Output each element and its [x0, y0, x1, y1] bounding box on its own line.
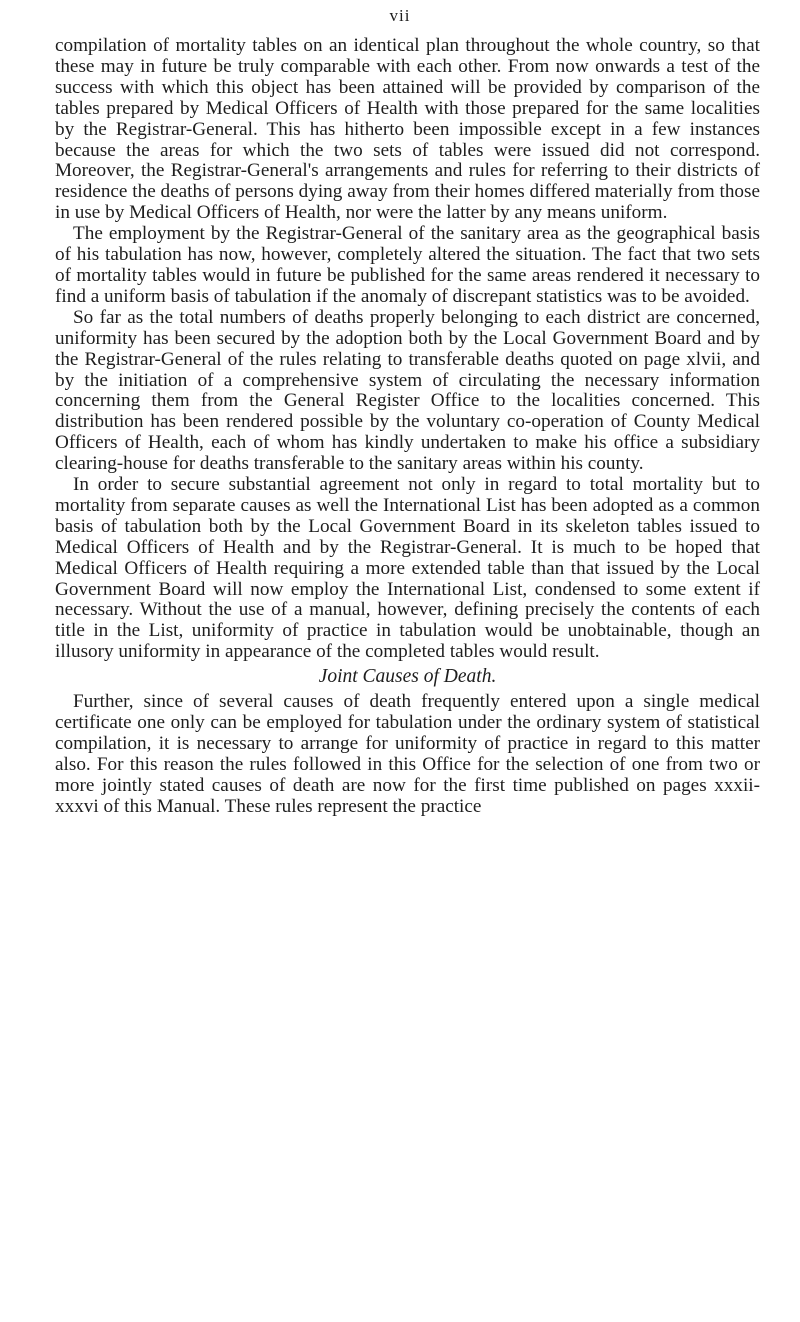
body-text: [55, 36, 760, 818]
page-number: vii: [389, 6, 411, 25]
paragraph-international-list: In order to secure substantial agreement not only in regard to total mortality but to mortality from separate causes as well the International List has been adopted as a common basis of tabulation both by the Local Government Board in its skeleton tables issued to Medical Officers of Health and by the Registrar-General. It is much to be hoped that Medical Officers of Health requiring a more extended table than that issued by the Local Government Board will now employ the International List, condensed to some extent if necessary. Without the use of a manual, however, defining precisely the contents of each title in the List, uniformity of practice in tabulation would be unobtainable, though an illusory uniformity in appearance of the completed tables would result.: [55, 474, 760, 663]
paragraph-sanitary-area: The employment by the Registrar-General of the sanitary area as the geographical basis of his tabulation has now, however, completely altered the situation. The fact that two sets of mortality tables would in future be published for the same areas rendered it necessary to find a uniform basis of tabulation if the anomaly of discrepant statistics was to be avoided.: [55, 223, 760, 307]
paragraph-transferable-deaths: So far as the total numbers of deaths properly belonging to each district are concerned, uniformity has been secured by the adoption both by the Local Government Board and by the Registrar-General of the rules relating to transferable deaths quoted on page xlvii, and by the initiation of a comprehensive system of circulating the necessary information concerning them from the General Register Office to the localities concerned. This distribution has been rendered possible by the voluntary co-operation of County Medical Officers of Health, each of whom has kindly undertaken to make his office a subsidiary clearing-house for deaths transferable to the sanitary areas within his county.: [55, 306, 760, 475]
paragraph-continuation: compilation of mortality tables on an identical plan throughout the whole country, so that these may in future be truly comparable with each other. From now onwards a test of the success with which this object has been attained will be provided by comparison of the tables prepared by Medical Officers of Health with those prepared for the same localities by the Registrar-General. This has hitherto been impossible except in a few instances because the areas for which the two sets of tables were issued did not correspond. Moreover, the Registrar-General's arrangements and rules for referring to their districts of residence the deaths of persons dying away from their homes differed materially from those in use by Medical Officers of Health, nor were the latter by any means uniform.: [55, 35, 760, 224]
section-heading: Joint Causes of Death.: [318, 666, 497, 688]
paragraph-joint-causes: Further, since of several causes of death frequently entered upon a single medical certificate one only can be employed for tabulation under the ordinary system of statistical compilation, it is necessary to arrange for uniformity of practice in regard to this matter also. For this reason the rules followed in this Office for the selection of one from two or more jointly stated causes of death are now for the first time published on pages xxxii-xxxvi of this Manual. These rules represent the practice: [55, 691, 760, 817]
